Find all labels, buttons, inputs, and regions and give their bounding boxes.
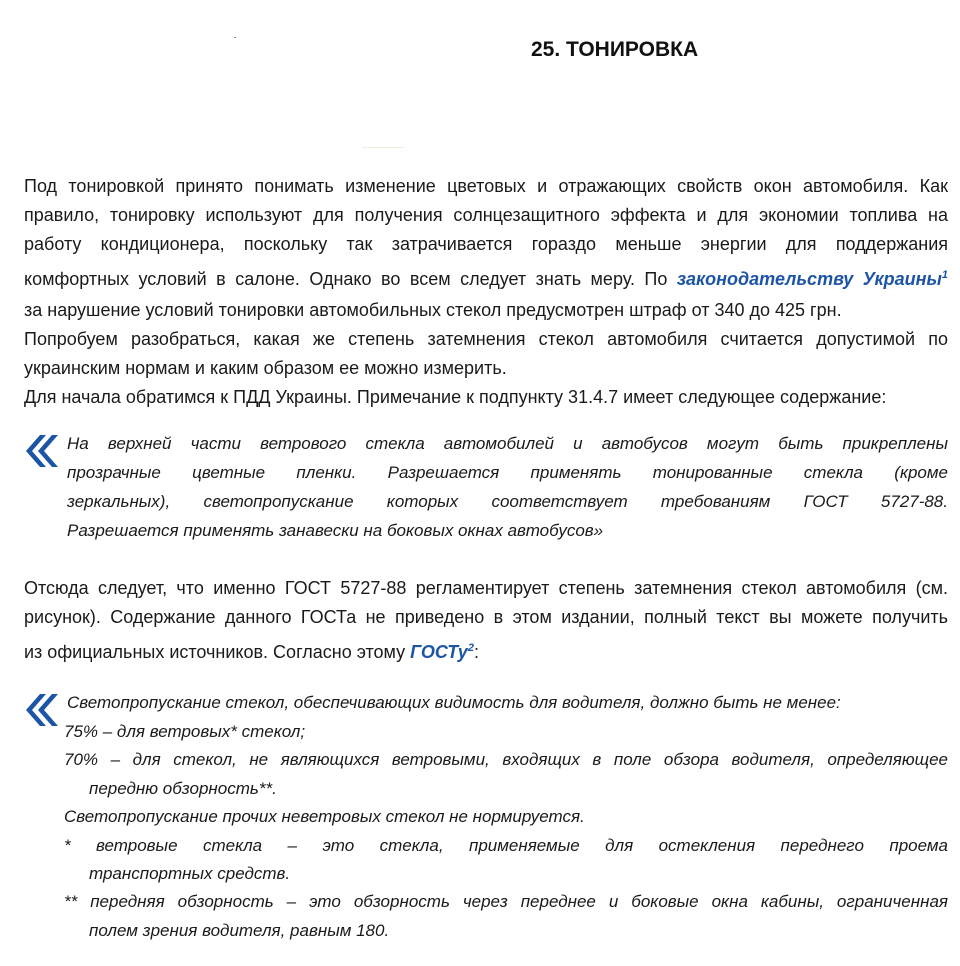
gost-text: из официальных источников. Согласно этому: [24, 642, 411, 662]
quote-line: прозрачные цветные пленки. Разрешается применять тонированные стекла (кроме: [67, 463, 948, 482]
intro-line: украинским нормам и каким образом ее можно измерить.: [24, 358, 507, 378]
divider: [362, 147, 404, 148]
intro-line: Попробуем разобраться, какая же степень затемнения стекол автомобиля считается допустимой по: [24, 329, 948, 349]
quote-line: зеркальных), светопропускание которых соответствует требованиям ГОСТ 5727-88.: [67, 492, 948, 511]
gost-quote-line: * ветровые стекла – это стекла, применяемые для остекления переднего проема: [64, 836, 948, 855]
gost-quote-line: ** передняя обзорность – это обзорность через переднее и боковые окна кабины, ограниченная: [64, 892, 948, 911]
intro-paragraph: [24, 172, 948, 412]
gost-link[interactable]: [410, 642, 474, 662]
intro-line: Для начала обратимся к ПДД Украины. Примечание к подпункту 31.4.7 имеет следующее содержание:: [24, 387, 887, 407]
quote-line: Разрешается применять занавески на боковых окнах автобусов»: [67, 521, 604, 540]
quote-mark-icon: [24, 692, 60, 728]
gost-paragraph-line: Отсюда следует, что именно ГОСТ 5727-88 регламентирует степень затемнения стекол автомобиля (см.: [24, 578, 948, 598]
footnote-ref: 1: [941, 269, 948, 281]
gost-quote-line: 75% – для ветровых* стекол;: [64, 722, 306, 741]
intro-text: комфортных условий в салоне. Однако во всем следует знать меру. По: [24, 269, 677, 289]
intro-line: за нарушение условий тонировки автомобильных стекол предусмотрен штраф от 340 до 425 грн.: [24, 300, 842, 320]
gost-paragraph-line: рисунок). Содержание данного ГОСТа не приведено в этом издании, полный текст вы можете получить: [24, 607, 948, 627]
gost-quote-line: Светопропускание стекол, обеспечивающих видимость для водителя, должно быть не менее:: [67, 693, 841, 712]
gost-quote-line: полем зрения водителя, равным 180.: [89, 921, 390, 940]
pdd-quote: [67, 429, 948, 545]
gost-quote-line: Светопропускание прочих неветровых стекол не нормируется.: [64, 807, 585, 826]
intro-line: [24, 259, 948, 296]
gost-link-text: ГОСТу: [410, 642, 468, 662]
stray-mark: [234, 37, 236, 38]
gost-quote-line: транспортных средств.: [89, 864, 291, 883]
quote-mark-icon: [24, 433, 60, 469]
intro-line: работу кондиционера, поскольку так затрачивается гораздо меньше энергии для поддержания: [24, 234, 948, 254]
gost-quote-line: 70% – для стекол, не являющихся ветровыми, входящих в поле обзора водителя, определяющее: [64, 750, 948, 769]
gost-quote-line: передню обзорность**.: [89, 779, 277, 798]
gost-paragraph: [24, 574, 948, 669]
intro-line: Под тонировкой принято понимать изменение цветовых и отражающих свойств окон автомобиля. Как: [24, 176, 948, 196]
law-link-text: законодательству Украины: [676, 269, 942, 289]
gost-colon: :: [473, 642, 479, 662]
intro-line: правило, тонировку используют для получения солнцезащитного эффекта и для экономии топлива на: [24, 205, 948, 225]
gost-paragraph-line: [24, 632, 948, 669]
footnote-ref: 2: [467, 642, 474, 654]
law-link[interactable]: [677, 269, 948, 289]
page-title: 25. ТОНИРОВКА: [531, 38, 699, 61]
quote-line: На верхней части ветрового стекла автомобилей и автобусов могут быть прикреплены: [67, 434, 948, 453]
